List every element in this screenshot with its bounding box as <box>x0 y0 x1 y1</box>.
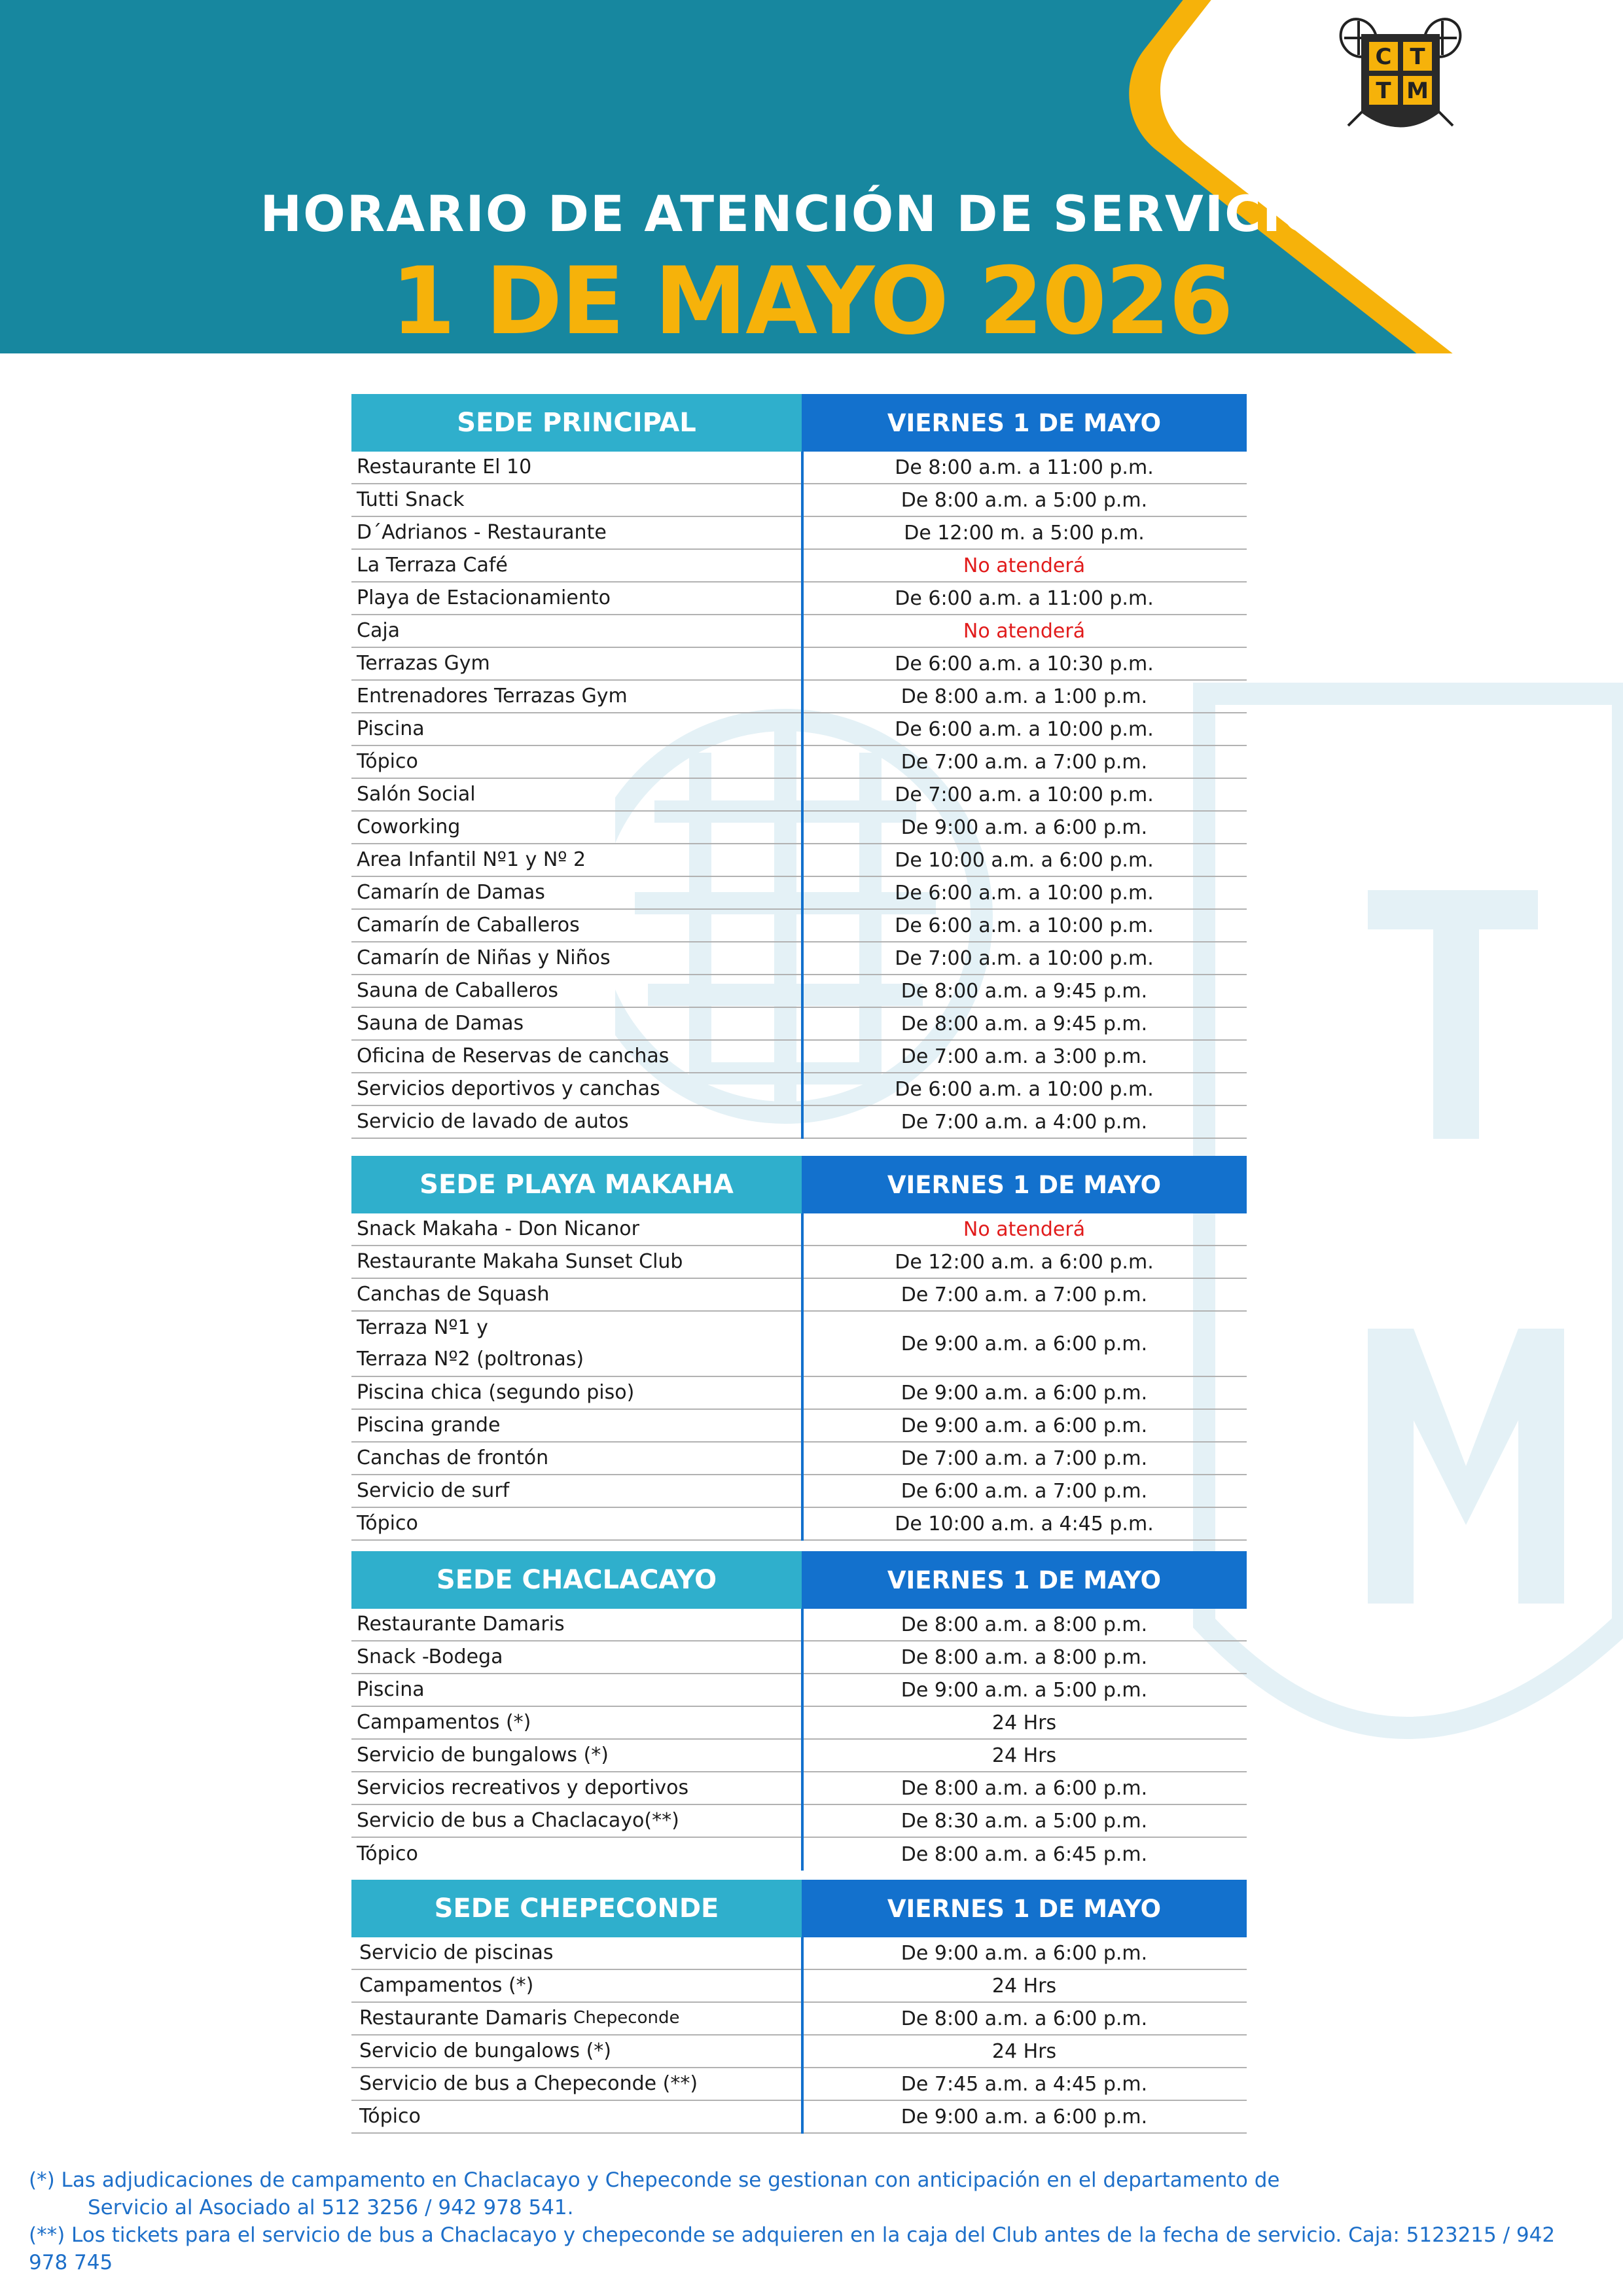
service-name: Restaurante Makaha Sunset Club <box>357 1250 683 1273</box>
service-name: Restaurante Damaris <box>357 1613 565 1636</box>
service-hours-closed: No atenderá <box>963 1217 1086 1241</box>
table-row <box>351 1073 1247 1106</box>
table-row <box>351 1279 1247 1312</box>
table-row <box>351 1246 1247 1279</box>
table-row <box>351 1508 1247 1541</box>
schedule-table <box>351 1609 1247 1871</box>
table-row <box>351 1475 1247 1508</box>
service-name: Salón Social <box>357 783 476 806</box>
table-row <box>351 1805 1247 1838</box>
table-row <box>351 1106 1247 1139</box>
service-hours: De 12:00 m. a 5:00 p.m. <box>904 521 1145 545</box>
service-hours: De 8:00 a.m. a 6:45 p.m. <box>901 1842 1148 1866</box>
service-name: Piscina <box>357 1678 425 1701</box>
table-row <box>351 484 1247 517</box>
table-row <box>351 1937 1247 1970</box>
table-row <box>351 2101 1247 2134</box>
service-name: Servicio de bus a Chaclacayo(**) <box>357 1809 679 1832</box>
table-row <box>351 1213 1247 1246</box>
section-title: SEDE PLAYA MAKAHA <box>351 1156 802 1213</box>
service-name: Tópico <box>357 1842 418 1865</box>
table-row <box>351 1008 1247 1041</box>
table-row <box>351 779 1247 812</box>
service-hours: De 9:00 a.m. a 6:00 p.m. <box>901 2105 1148 2128</box>
table-row <box>351 648 1247 681</box>
service-hours: De 10:00 a.m. a 6:00 p.m. <box>895 848 1154 872</box>
service-hours-closed: No atenderá <box>963 554 1086 577</box>
table-row <box>351 452 1247 484</box>
section-sede-playa-makaha <box>351 1156 1247 1541</box>
table-row <box>351 844 1247 877</box>
page-date: 1 DE MAYO 2026 <box>391 247 1232 353</box>
service-name: Piscina <box>357 717 425 740</box>
service-name: La Terraza Café <box>357 554 508 577</box>
service-name: Camarín de Niñas y Niños <box>357 946 611 969</box>
schedule-table <box>351 1937 1247 2134</box>
service-name: Campamentos (*) <box>359 1974 534 1997</box>
section-day: VIERNES 1 DE MAYO <box>802 1880 1247 1937</box>
table-row <box>351 1641 1247 1674</box>
service-hours: De 7:00 a.m. a 7:00 p.m. <box>901 750 1148 774</box>
section-title: SEDE CHACLACAYO <box>351 1551 802 1609</box>
footnote-1: (*) Las adjudicaciones de campamento en Chaclacayo y Chepeconde se gestionan con anticipación en el departamento de <box>29 2168 1280 2192</box>
service-name: Caja <box>357 619 401 642</box>
table-row <box>351 583 1247 615</box>
service-hours: De 6:00 a.m. a 10:00 p.m. <box>895 914 1154 937</box>
service-hours: De 8:30 a.m. a 5:00 p.m. <box>901 1809 1148 1833</box>
section-day: VIERNES 1 DE MAYO <box>802 1551 1247 1609</box>
table-row <box>351 1410 1247 1443</box>
service-name: Servicio de bungalows (*) <box>357 1744 609 1767</box>
service-name: Servicio de bungalows (*) <box>359 2039 611 2062</box>
service-hours: De 6:00 a.m. a 10:00 p.m. <box>895 1077 1154 1101</box>
service-name: Snack -Bodega <box>357 1645 503 1668</box>
service-name: Campamentos (*) <box>357 1711 531 1734</box>
table-row <box>351 1041 1247 1073</box>
service-hours: De 6:00 a.m. a 10:30 p.m. <box>895 652 1154 675</box>
schedule-table <box>351 452 1247 1139</box>
service-hours: De 10:00 a.m. a 4:45 p.m. <box>895 1512 1154 1535</box>
service-name: Tópico <box>359 2105 421 2128</box>
section-title: SEDE CHEPECONDE <box>351 1880 802 1937</box>
service-hours: De 8:00 a.m. a 8:00 p.m. <box>901 1645 1148 1669</box>
service-hours-closed: No atenderá <box>963 619 1086 643</box>
service-name: Sauna de Caballeros <box>357 979 558 1002</box>
logo-letter-m: M <box>1406 78 1429 104</box>
service-hours: De 9:00 a.m. a 6:00 p.m. <box>901 1332 1148 1355</box>
service-name: Servicios recreativos y deportivos <box>357 1776 689 1799</box>
section-header <box>351 394 1247 452</box>
service-hours: De 6:00 a.m. a 10:00 p.m. <box>895 881 1154 905</box>
section-sede-chepeconde <box>351 1880 1247 2134</box>
service-hours: De 6:00 a.m. a 10:00 p.m. <box>895 717 1154 741</box>
table-row <box>351 517 1247 550</box>
service-name: Tópico <box>357 750 418 773</box>
service-hours: De 7:00 a.m. a 7:00 p.m. <box>901 1446 1148 1470</box>
service-hours: De 8:00 a.m. a 1:00 p.m. <box>901 685 1148 708</box>
table-row <box>351 1707 1247 1740</box>
service-hours: 24 Hrs <box>991 2039 1057 2063</box>
table-row <box>351 615 1247 648</box>
footnotes <box>29 2166 1599 2276</box>
header-banner <box>0 0 1623 353</box>
section-day: VIERNES 1 DE MAYO <box>802 1156 1247 1213</box>
service-name: Entrenadores Terrazas Gym <box>357 685 628 708</box>
service-hours: De 7:00 a.m. a 7:00 p.m. <box>901 1283 1148 1306</box>
service-name: Servicios deportivos y canchas <box>357 1077 660 1100</box>
service-name: Tópico <box>357 1512 418 1535</box>
service-name: Piscina grande <box>357 1414 501 1437</box>
service-hours: De 6:00 a.m. a 11:00 p.m. <box>895 586 1154 610</box>
service-name: Servicio de surf <box>357 1479 510 1502</box>
service-name-location: Chepeconde <box>573 2008 680 2028</box>
page-title: HORARIO DE ATENCIÓN DE SERVICIOS <box>260 185 1363 243</box>
table-row <box>351 1674 1247 1707</box>
service-hours: 24 Hrs <box>991 1711 1057 1734</box>
table-row <box>351 975 1247 1008</box>
service-hours: De 12:00 a.m. a 6:00 p.m. <box>895 1250 1154 1274</box>
service-name: Sauna de Damas <box>357 1012 524 1035</box>
footnote-2: (**) Los tickets para el servicio de bus a Chaclacayo y chepeconde se adquieren en la caja del Club antes de la fecha de servicio. Caja: 5123215 / 942 978 745 <box>29 2223 1556 2274</box>
service-name: Camarín de Caballeros <box>357 914 580 937</box>
service-hours: De 9:00 a.m. a 6:00 p.m. <box>901 1941 1148 1965</box>
service-name: Playa de Estacionamiento <box>357 586 611 609</box>
section-header <box>351 1156 1247 1213</box>
table-row <box>351 1970 1247 2003</box>
table-row <box>351 681 1247 713</box>
service-hours: De 9:00 a.m. a 6:00 p.m. <box>901 1381 1148 1405</box>
service-name-line1: Terraza Nº1 y <box>357 1316 488 1339</box>
service-name: Canchas de frontón <box>357 1446 549 1469</box>
service-name: Coworking <box>357 816 461 838</box>
service-hours: De 8:00 a.m. a 5:00 p.m. <box>901 488 1148 512</box>
logo-letter-t1: T <box>1410 44 1425 70</box>
table-row <box>351 877 1247 910</box>
service-hours: De 9:00 a.m. a 5:00 p.m. <box>901 1678 1148 1702</box>
section-header <box>351 1880 1247 1937</box>
section-day: VIERNES 1 DE MAYO <box>802 394 1247 452</box>
service-name <box>351 2003 802 2034</box>
table-row <box>351 1609 1247 1641</box>
service-hours: De 7:00 a.m. a 4:00 p.m. <box>901 1110 1148 1134</box>
service-hours: De 8:00 a.m. a 9:45 p.m. <box>901 1012 1148 1035</box>
service-name-line2: Terraza Nº2 (poltronas) <box>357 1348 584 1371</box>
table-row <box>351 910 1247 942</box>
service-hours: De 7:00 a.m. a 10:00 p.m. <box>895 946 1154 970</box>
table-row <box>351 2003 1247 2036</box>
service-name: Snack Makaha - Don Nicanor <box>357 1217 639 1240</box>
service-hours: De 7:00 a.m. a 10:00 p.m. <box>895 783 1154 806</box>
service-name: Piscina chica (segundo piso) <box>357 1381 635 1404</box>
table-row <box>351 1772 1247 1805</box>
cttm-logo <box>1335 14 1466 145</box>
service-name: D´Adrianos - Restaurante <box>357 521 607 544</box>
table-row <box>351 746 1247 779</box>
table-row <box>351 2068 1247 2101</box>
service-hours: De 8:00 a.m. a 9:45 p.m. <box>901 979 1148 1003</box>
service-name: Canchas de Squash <box>357 1283 550 1306</box>
section-sede-chaclacayo <box>351 1551 1247 1871</box>
table-row <box>351 812 1247 844</box>
table-row <box>351 1740 1247 1772</box>
service-name-main: Restaurante Damaris <box>359 2007 567 2030</box>
service-name: Servicio de bus a Chepeconde (**) <box>359 2072 698 2095</box>
service-hours: De 8:00 a.m. a 11:00 p.m. <box>895 456 1154 479</box>
service-hours: De 6:00 a.m. a 7:00 p.m. <box>901 1479 1148 1503</box>
service-name: Servicio de lavado de autos <box>357 1110 629 1133</box>
service-hours: De 8:00 a.m. a 8:00 p.m. <box>901 1613 1148 1636</box>
table-row <box>351 1838 1247 1871</box>
service-name: Tutti Snack <box>357 488 465 511</box>
service-name: Area Infantil Nº1 y Nº 2 <box>357 848 586 871</box>
service-hours: De 9:00 a.m. a 6:00 p.m. <box>901 816 1148 839</box>
service-hours: De 7:00 a.m. a 3:00 p.m. <box>901 1045 1148 1068</box>
service-hours: 24 Hrs <box>991 1744 1057 1767</box>
section-header <box>351 1551 1247 1609</box>
table-row <box>351 2036 1247 2068</box>
service-name: Oficina de Reservas de canchas <box>357 1045 669 1067</box>
service-hours: De 9:00 a.m. a 6:00 p.m. <box>901 1414 1148 1437</box>
service-name: Restaurante El 10 <box>357 456 532 478</box>
section-sede-principal <box>351 394 1247 1139</box>
table-row <box>351 550 1247 583</box>
table-row <box>351 1443 1247 1475</box>
table-row <box>351 713 1247 746</box>
service-hours: De 7:45 a.m. a 4:45 p.m. <box>901 2072 1148 2096</box>
table-row <box>351 1377 1247 1410</box>
schedule-table <box>351 1213 1247 1541</box>
service-name <box>351 1312 802 1376</box>
section-title: SEDE PRINCIPAL <box>351 394 802 452</box>
table-row <box>351 1312 1247 1377</box>
footnote-1-continued: Servicio al Asociado al 512 3256 / 942 978 541. <box>88 2196 574 2219</box>
service-name: Camarín de Damas <box>357 881 545 904</box>
table-row <box>351 942 1247 975</box>
service-hours: De 8:00 a.m. a 6:00 p.m. <box>901 1776 1148 1800</box>
logo-letter-c: C <box>1375 44 1392 70</box>
service-name: Servicio de piscinas <box>359 1941 554 1964</box>
service-hours: De 8:00 a.m. a 6:00 p.m. <box>901 2007 1148 2030</box>
service-hours: 24 Hrs <box>991 1974 1057 1998</box>
service-name: Terrazas Gym <box>357 652 490 675</box>
logo-letter-t2: T <box>1376 78 1391 104</box>
